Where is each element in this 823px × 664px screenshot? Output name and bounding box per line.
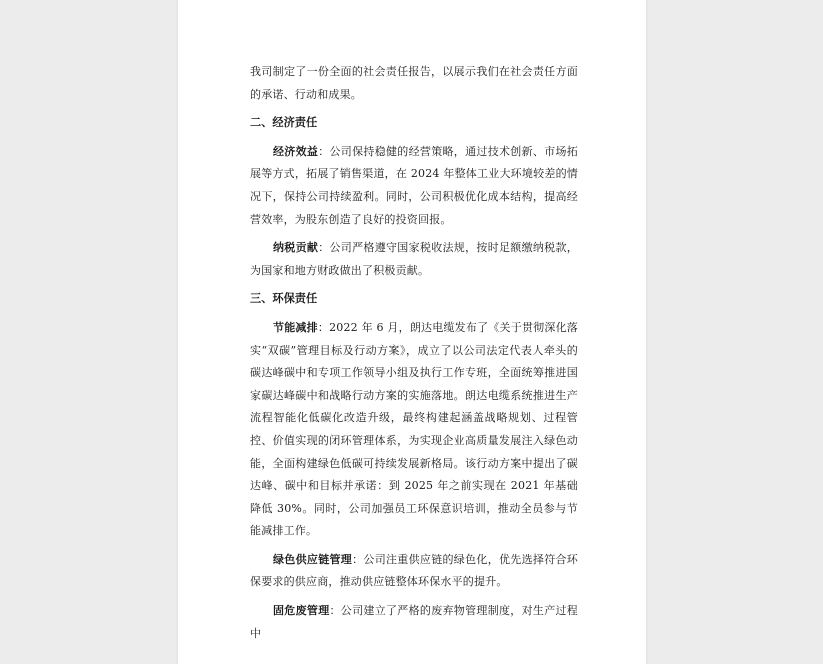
term-label: 纳税贡献 (273, 241, 319, 255)
section-heading-economic: 二、经济责任 (250, 116, 318, 130)
term-label: 固危废管理 (273, 604, 330, 618)
section-heading-environmental: 三、环保责任 (250, 292, 318, 306)
document-body (250, 61, 578, 645)
paragraph-green-supply-chain (250, 549, 578, 594)
paragraph-solid-waste (250, 600, 578, 645)
paragraph-text: ：2022 年 6 月，朗达电缆发布了《关于贯彻深化落实“双碳”管理目标及行动方案》，成立了以公司法定代表人牵头的碳达峰碳中和专项工作领导小组及执行工作专班，全面统筹推进国家碳达峰碳中和战略行动方案的实施落地。朗达电缆系统推进生产流程智能化低碳化改造升级，最终构建起涵盖战略规划、过程管控、价值实现的闭环管理体系，为实现企业高质量发展注入绿色动能，全面构建绿色低碳可持续发展新格局。该行动方案中提出了碳达峰、碳中和目标并承诺：到 2025 年之前实现在 2021 年基础降低 30%。同时，公司加强员工环保意识培训，推动全员参与节能减排工作。 (250, 320, 578, 538)
document-page (178, 0, 646, 664)
term-label: 绿色供应链管理 (273, 552, 353, 566)
paragraph-tax-contribution (250, 237, 578, 282)
paragraph-economic-benefit (250, 141, 578, 231)
paragraph-text: ：公司建立了严格的废弃物管理制度，对生产过程中 (250, 604, 578, 640)
paragraph-energy-saving (250, 317, 578, 543)
paragraph-text: ：公司保持稳健的经营策略，通过技术创新、市场拓展等方式，拓展了销售渠道，在 2024 年整体工业大环境较差的情况下，保持公司持续盈利。同时，公司积极优化成本结构，提高经营效率，为股东创造了良好的投资回报。 (250, 144, 578, 226)
paragraph-text: ：公司注重供应链的绿色化，优先选择符合环保要求的供应商，推动供应链整体环保水平的提升。 (250, 552, 579, 589)
paragraph-text: ：公司严格遵守国家税收法规，按时足额缴纳税款，为国家和地方财政做出了积极贡献。 (250, 241, 578, 277)
term-label: 经济效益 (273, 144, 319, 158)
term-label: 节能减排 (273, 320, 318, 334)
intro-paragraph: 我司制定了一份全面的社会责任报告，以展示我们在社会责任方面的承诺、行动和成果。 (250, 65, 578, 101)
